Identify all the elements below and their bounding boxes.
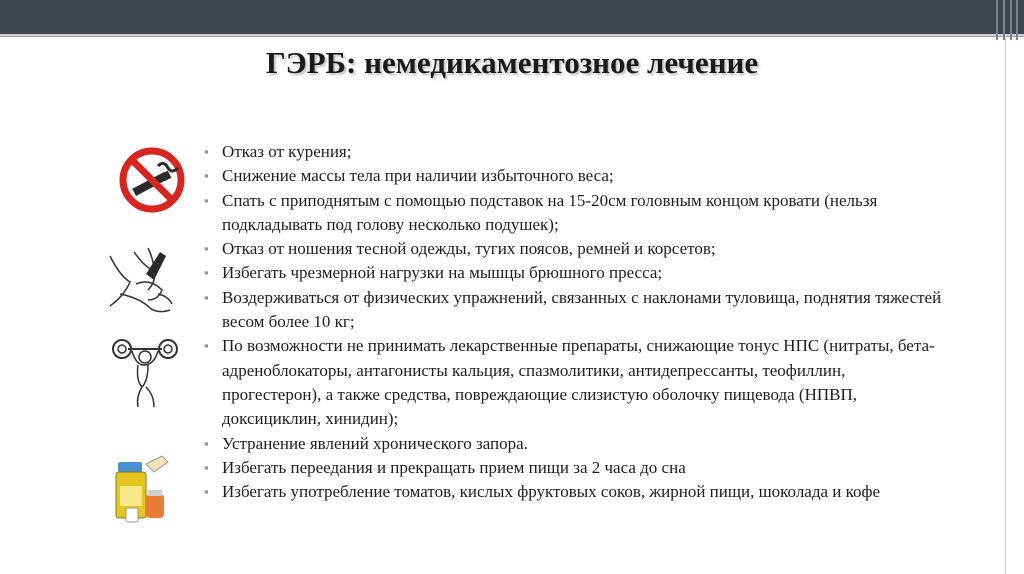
list-item-text: Устранение явлений хронического запора. [222, 433, 528, 453]
slide-title: ГЭРБ: немедикаментозное лечение [265, 45, 759, 80]
decor-line [1010, 0, 1012, 40]
top-bar [0, 0, 1024, 34]
list-item [202, 456, 942, 480]
bullet-marker: ▪ [204, 484, 209, 500]
medicines-icon [112, 450, 172, 524]
frame-line [1005, 36, 1006, 574]
decor-line [996, 0, 998, 40]
decor-line [1016, 0, 1018, 40]
list-item [202, 286, 942, 335]
bullet-marker: ▪ [204, 289, 209, 305]
weightlifter-icon [108, 335, 180, 411]
top-bar-stripe-dark [0, 36, 1024, 37]
list-item [202, 432, 942, 456]
list-item [202, 189, 942, 238]
list-item-text: Избегать чрезмерной нагрузки на мышцы брюшного пресса; [222, 263, 663, 283]
list-item-text: Отказ от ношения тесной одежды, тугих поясов, ремней и корсетов; [222, 239, 716, 259]
bullet-marker: ▪ [204, 459, 209, 475]
list-item-text: Отказ от курения; [222, 142, 352, 161]
bullet-marker: ▪ [204, 241, 209, 257]
bullet-marker: ▪ [204, 338, 209, 354]
list-item [202, 480, 942, 504]
bullet-marker: ▪ [204, 435, 209, 451]
bullet-marker: ▪ [204, 265, 209, 281]
list-item [202, 140, 942, 164]
list-item-text: Снижение массы тела при наличии избыточного веса; [222, 166, 614, 186]
list-item-text: Спать с приподнятым с помощью подставок на 15-20см головным концом кровати (нельзя подкладывать под голову несколько подушек); [222, 190, 878, 234]
bullet-marker: ▪ [204, 192, 209, 208]
decor-line [1003, 0, 1005, 40]
no-smoking-icon [118, 146, 186, 214]
list-item [202, 261, 942, 285]
list-item-text: Избегать употребление томатов, кислых фруктовых соков, жирной пищи, шоколада и кофе [222, 482, 881, 502]
belt-tightening-icon [106, 244, 180, 318]
list-item-text: Воздерживаться от физических упражнений, связанных с наклонами туловища, поднятия тяжестей весом более 10 кг; [222, 287, 942, 332]
list-item [202, 164, 942, 188]
bullet-marker: ▪ [204, 168, 209, 184]
bullet-list [202, 140, 942, 504]
list-item-text: По возможности не принимать лекарственные препараты, снижающие тонус НПС (нитраты, бета-адреноблокаторы, антагонисты кальция, спазмолитики, антидепрессанты, теофиллин, прогестерон), а также средства, повреждающие слизистую оболочку пищевода (НПВП, доксициклин, хинидин); [222, 336, 935, 429]
list-item-text: Избегать переедания и прекращать прием пищи за 2 часа до сна [222, 457, 686, 477]
list-item [202, 237, 942, 261]
bullet-marker: ▪ [204, 144, 209, 159]
list-item [202, 334, 942, 431]
